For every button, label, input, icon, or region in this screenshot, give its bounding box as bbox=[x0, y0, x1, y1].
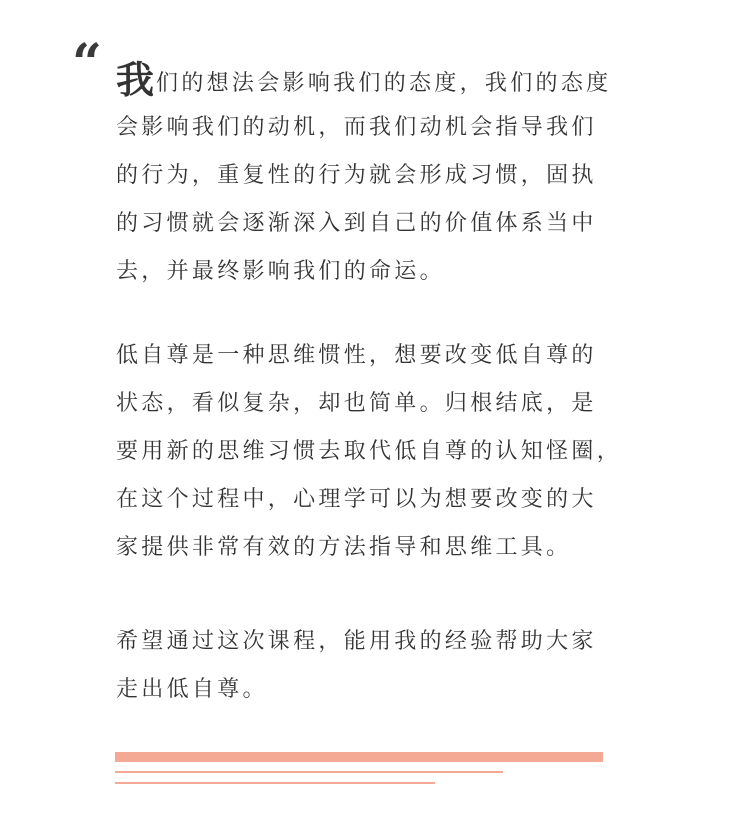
decorative-bar-thin-short bbox=[115, 782, 435, 784]
paragraph-line: 希望通过这次课程，能用我的经验帮助大家 bbox=[116, 629, 597, 654]
paragraph-line: 的习惯就会逐渐深入到自己的价值体系当中 bbox=[116, 211, 597, 236]
paragraph-2 bbox=[116, 332, 646, 572]
paragraph-line bbox=[116, 56, 646, 104]
paragraph-1 bbox=[116, 56, 646, 296]
paragraph-line: 走出低自尊。 bbox=[116, 677, 268, 702]
first-line-text: 们的想法会影响我们的态度，我们的态度 bbox=[156, 71, 612, 96]
paragraph-line: 状态，看似复杂，却也简单。归根结底，是 bbox=[116, 391, 597, 416]
dropcap: 我 bbox=[116, 58, 155, 102]
paragraph-line: 的行为，重复性的行为就会形成习惯，固执 bbox=[116, 163, 597, 188]
paragraph-3 bbox=[116, 618, 646, 714]
opening-quote-mark: “ bbox=[72, 33, 102, 94]
decorative-bar-thin bbox=[115, 771, 503, 773]
paragraph-line: 低自尊是一种思维惯性，想要改变低自尊的 bbox=[116, 343, 597, 368]
decorative-bar-thick bbox=[115, 752, 603, 762]
paragraph-line: 要用新的思维习惯去取代低自尊的认知怪圈， bbox=[116, 439, 623, 464]
paragraph-line: 去，并最终影响我们的命运。 bbox=[116, 259, 445, 284]
paragraph-line: 家提供非常有效的方法指导和思维工具。 bbox=[116, 535, 572, 560]
paragraph-line: 在这个过程中，心理学可以为想要改变的大 bbox=[116, 487, 597, 512]
paragraph-line: 会影响我们的动机，而我们动机会指导我们 bbox=[116, 115, 597, 140]
